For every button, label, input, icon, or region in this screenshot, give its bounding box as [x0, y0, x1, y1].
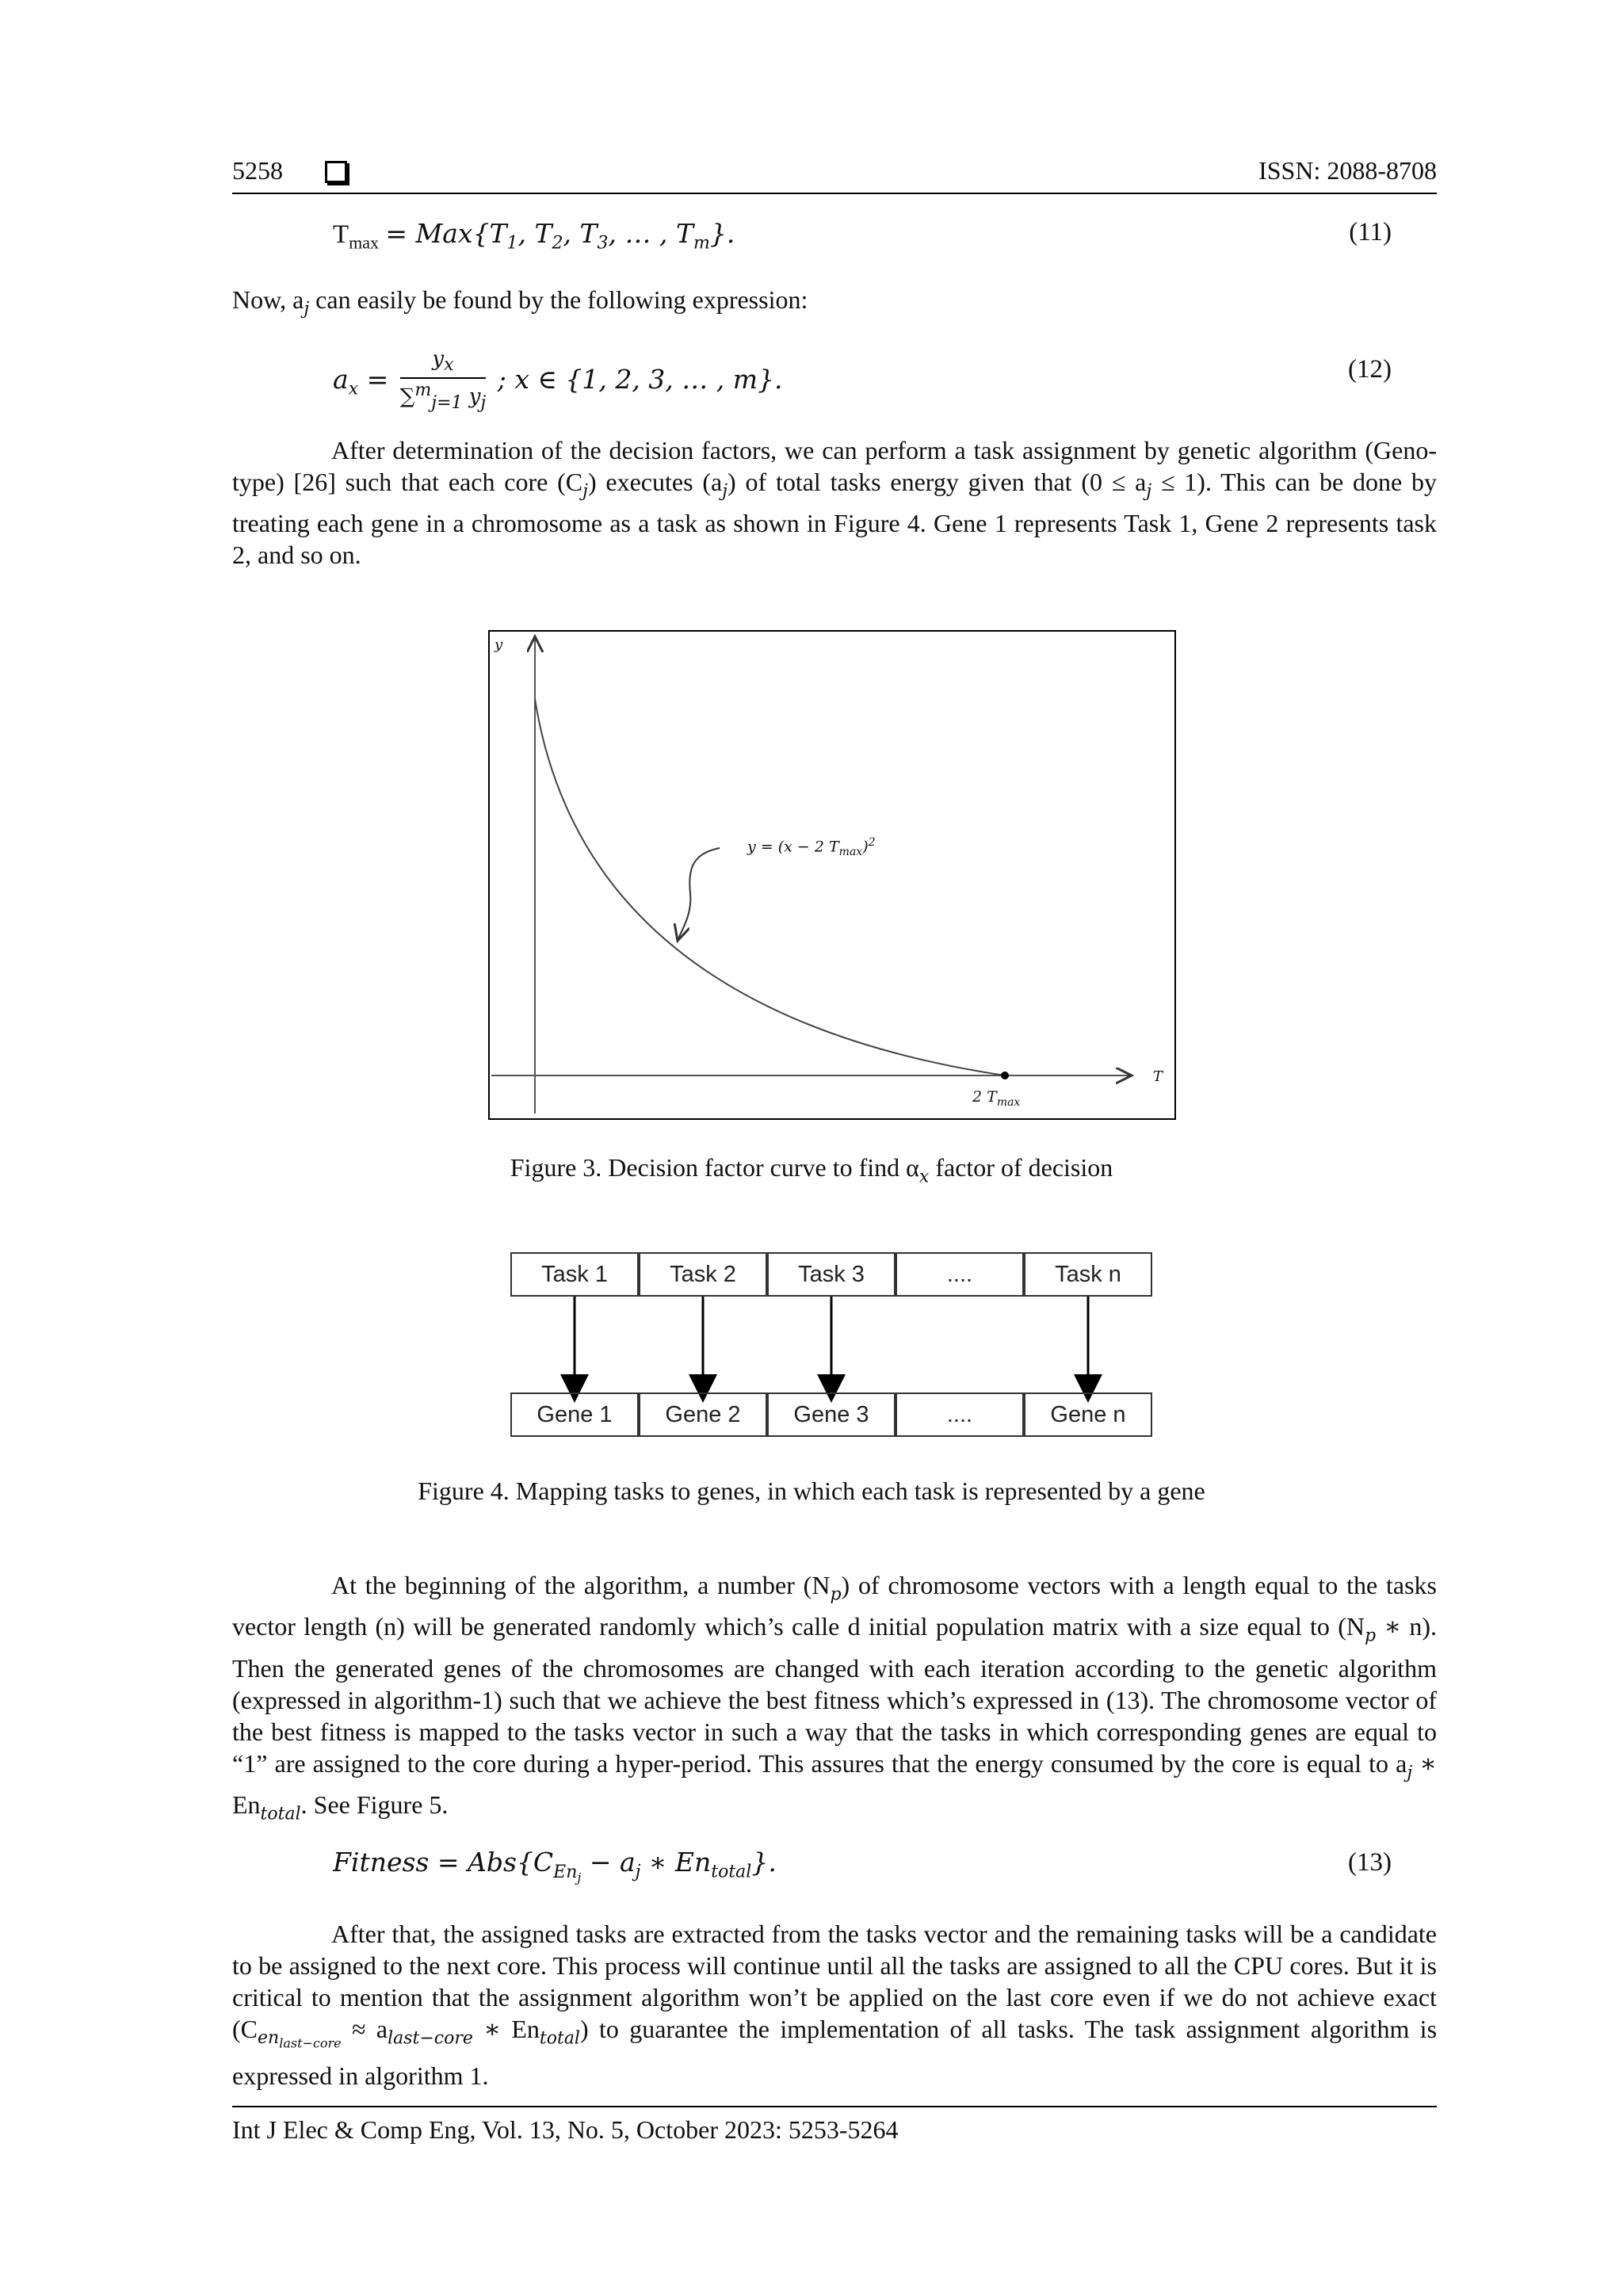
- fig3-caption-text: Figure 3. Decision factor curve to find α: [510, 1153, 919, 1182]
- task-cell: Task 1: [510, 1252, 639, 1297]
- fig3-caption-sub: x: [918, 1167, 930, 1187]
- eq11-rhs-text: = Max{T: [385, 218, 507, 249]
- page-footer: Int J Elec & Comp Eng, Vol. 13, No. 5, October 2023: 5253-5264: [232, 2106, 1437, 2145]
- curve-label-end: ): [862, 838, 869, 856]
- eq13-text: Fitness = Abs{C: [333, 1847, 554, 1878]
- decision-curve-svg: [490, 632, 1174, 1118]
- journal-issn: ISSN: 2088-8708: [1258, 156, 1437, 185]
- equation-11-number: (11): [1349, 218, 1392, 246]
- task-cell: Task 2: [639, 1252, 767, 1297]
- equation-12-number: (12): [1348, 355, 1392, 384]
- equation-12: $a_x$ = $\frac{y_x}{\sum^m_{j=1} y_j}$ ; x ∈ {1, 2, 3, … , m}.: [333, 347, 783, 415]
- equation-11: [333, 218, 735, 254]
- para1-b: ) executes (a: [587, 468, 723, 496]
- paragraph-now: Now, $a_j$ can easily be found by the following expression:: [232, 285, 808, 319]
- fig3-caption-end: factor of decision: [929, 1153, 1113, 1182]
- eq11-lhs-sub: max: [349, 232, 380, 253]
- decision-curve: [535, 699, 1005, 1075]
- para3-a: After that, the assigned tasks are extracted from the tasks vector and the remaining tasks will be a candidate to be assigned to the next core. This process will continue until all the tasks are assigned to all the CPU cores. But it is critical to mention that the assignment algorithm won’t be applied on the last core even if we do not achieve exact (C: [232, 1920, 1437, 2043]
- eq13-mid: − a: [581, 1847, 636, 1878]
- figure-4-caption: Figure 4. Mapping tasks to genes, in which each task is represented by a gene: [418, 1477, 1205, 1505]
- page-number: 5258: [232, 156, 283, 185]
- equation-13: Fitness = $Abs\{C_{En_j} - a_j$ ∗ $En_{total}$}.: [333, 1847, 777, 1885]
- paragraph-1: After determination of the decision factors, we can perform a task assignment by genetic algorithm (Geno-type) [26] such that each core $(C_j)$ executes $(a_j)$ of total tasks energy given that $(0 \le a_j \le 1)$. This can be done by treating each gene in a chromosome as a task as shown in Figure 4. Gene 1 represents Task 1, Gene 2 represents task 2, and so on.: [232, 436, 1438, 570]
- y-axis-label: y: [495, 636, 503, 653]
- gene-cell: ....: [896, 1392, 1024, 1437]
- eq11-rhs: = $Max\{T_1$, $T_2$, $T_3$, … , $T_m$}.: [385, 218, 735, 254]
- gene-cell: Gene 2: [639, 1392, 767, 1437]
- annotation-arrow: [678, 848, 720, 941]
- eq12-condition: ; x ∈ {1, 2, 3, … , m}.: [497, 364, 783, 395]
- equation-13-number: (13): [1348, 1848, 1392, 1877]
- point-label: [972, 1088, 1020, 1109]
- para2-a: At the beginning of the algorithm, a number (N: [331, 1571, 831, 1599]
- paragraph-2: At the beginning of the algorithm, a number $(N_p)$ of chromosome vectors with a length equal to the tasks vector length (n) will be generated randomly which’s calle d initial population matrix with a size equal to ($N_p$ ∗ n). Then the generated genes of the chromosomes are changed with each iteration according to the genetic algorithm (expressed in algorithm-1) such that we achieve the best fitness which’s expressed in (13). The chromosome vector of the best fitness is mapped to the tasks vector in such a way that the tasks in which corresponding genes are equal to “1” are assigned to the core during a hyper-period. This assures that the energy consumed by the core is equal to $a_j$ ∗ $En_{total}$. See Figure 5.: [232, 1571, 1438, 1824]
- gene-cell: Gene 3: [767, 1392, 896, 1437]
- gene-cell: Gene n: [1024, 1392, 1152, 1437]
- para1-a: After determination of the decision factors, we can perform a task assignment by genetic algorithm (Geno-type) [26] such that each core (C: [232, 436, 1437, 496]
- paragraph-3: After that, the assigned tasks are extracted from the tasks vector and the remaining tasks will be a candidate to be assigned to the next core. This process will continue until all the tasks are assigned to all the CPU cores. But it is critical to mention that the assignment algorithm won’t be applied on the last core even if we do not achieve exact ($C_{en_{last-core}} \approx a_{last-core}$ ∗ $En_{total}$) to guarantee the implementation of all tasks. The task assignment algorithm is expressed in algorithm 1.: [232, 1920, 1438, 2090]
- point-label-sub: max: [996, 1095, 1021, 1109]
- para-now-rest: can easily be found by the following expression:: [309, 285, 808, 314]
- point-label-text: 2 T: [972, 1088, 997, 1106]
- eq12-den: ∑: [399, 384, 415, 409]
- square-bullet-icon: [325, 161, 347, 183]
- task-cell: Task 3: [767, 1252, 896, 1297]
- curve-label-sub: max: [838, 846, 863, 859]
- figure-4-diagram: [510, 1252, 1156, 1442]
- eq13-mid2: ∗ En: [640, 1847, 712, 1878]
- para2-d: ∗ En: [232, 1748, 1438, 1820]
- x-axis-label: T: [1153, 1068, 1163, 1085]
- figure-3-caption: [0, 1153, 1623, 1186]
- eq12-lhs-sub: x: [348, 379, 359, 399]
- eq12-num-sub: x: [444, 355, 454, 376]
- task-cell: ....: [896, 1252, 1024, 1297]
- para2-b: ) of chromosome vectors with a length equal to the tasks vector length (n) will be generated randomly which’s calle d initial population matrix with a size equal to (N: [232, 1571, 1438, 1641]
- eq12-num: y: [432, 347, 445, 371]
- para-now-text: Now, a: [232, 285, 304, 314]
- para2-c: ∗ n). Then the generated genes of the chromosomes are changed with each iteration according to the genetic algorithm (expressed in algorithm-1) such that we achieve the best fitness which’s expressed in (13). The chromosome vector of the best fitness is mapped to the tasks vector in such a way that the tasks in which corresponding genes are equal to “1” are assigned to the core during a hyper-period. This assures that the energy consumed by the core is equal to a: [232, 1612, 1437, 1778]
- eq12-lhs: a: [333, 364, 349, 395]
- eq11-lhs: T: [333, 220, 349, 249]
- para1-d: ≤ 1). This can be done by treating each gene in a chromosome as a task as shown in Figure 4. Gene 1 represents Task 1, Gene 2 represents task 2, and so on.: [232, 468, 1438, 570]
- para2-e: . See Figure 5.: [300, 1790, 449, 1820]
- task-cell: Task n: [1024, 1252, 1152, 1297]
- figure-3-plot: [488, 630, 1176, 1120]
- eq13-end: }.: [751, 1847, 777, 1878]
- para3-c: ∗ En: [472, 2015, 540, 2043]
- page-header: [232, 155, 1437, 194]
- para3-b: ≈ a: [341, 2015, 388, 2043]
- curve-label: y = (x − 2 $T_{max})^2$: [747, 836, 876, 859]
- point-2tmax: [1001, 1072, 1009, 1079]
- gene-cell: Gene 1: [510, 1392, 639, 1437]
- para1-c: ) of total tasks energy given that (0 ≤ a: [727, 468, 1147, 496]
- curve-label-text: y = (x − 2 T: [747, 838, 839, 856]
- para3-d: ) to guarantee the implementation of all tasks. The task assignment algorithm is expressed in algorithm 1.: [232, 2015, 1438, 2090]
- eq12-fraction: $\frac{y_x}{\sum^m_{j=1} y_j}$: [399, 347, 487, 414]
